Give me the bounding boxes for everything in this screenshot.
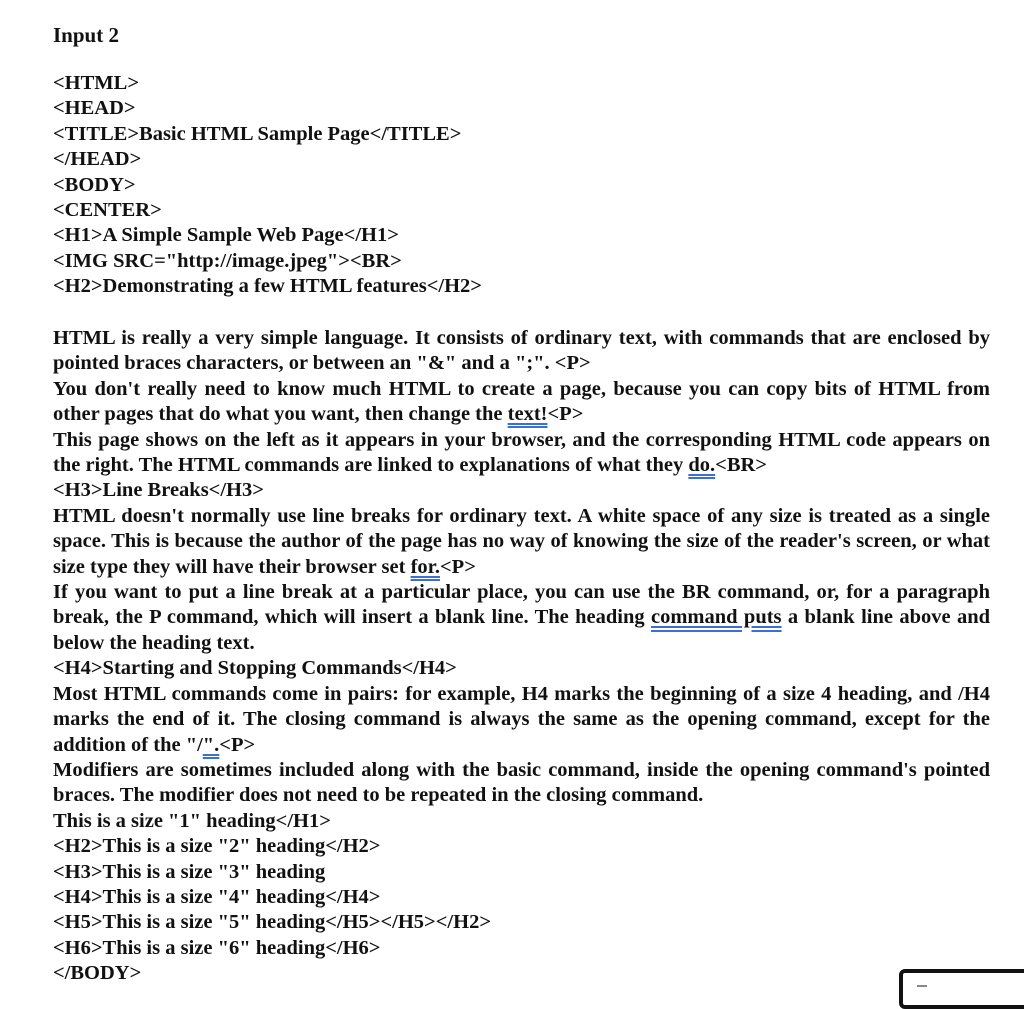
paragraph-text: <P> [219, 733, 256, 756]
spellcheck-underline: text! [507, 403, 548, 426]
paragraph-text: If you want to put a line break at a particular place, you can use the BR command, or, for a paragraph break, the P command, which will insert a blank line. The heading [53, 581, 990, 629]
trailing-line: <H2>This is a size "2" heading</H2> [53, 835, 381, 858]
trailing-line: <H4>This is a size "4" heading</H4> [53, 885, 381, 908]
code-line: <H1>A Simple Sample Web Page</H1> [53, 224, 399, 247]
thumbnail-preview-icon [917, 985, 927, 987]
trailing-line: </BODY> [53, 962, 142, 985]
trailing-line: This is a size "1" heading</H1> [53, 809, 331, 832]
heading-starting-stopping: <H4>Starting and Stopping Commands</H4> [53, 657, 457, 680]
spellcheck-underline: ". [202, 733, 220, 756]
paragraph-intro: HTML is really a very simple language. It consists of ordinary text, with commands that are enclosed by pointed braces characters, or between an "&" and a ";". <P> [53, 327, 990, 375]
spellcheck-underline: for. [410, 555, 440, 578]
paragraph-command-pairs [53, 682, 990, 758]
document-title: Input 2 [53, 23, 119, 47]
page-thumbnail[interactable] [899, 969, 1024, 1009]
paragraph-text: <BR> [715, 454, 767, 477]
code-line: <H2>Demonstrating a few HTML features</H2> [53, 275, 482, 298]
code-line: <TITLE>Basic HTML Sample Page</TITLE> [53, 122, 462, 145]
trailing-line: <H5>This is a size "5" heading</H5></H5></H2> [53, 911, 491, 934]
paragraph-modifiers: Modifiers are sometimes included along with the basic command, inside the opening command's pointed braces. The modifier does not need to be repeated in the closing command. [53, 758, 990, 807]
paragraph-text: This page shows on the left as it appears in your browser, and the corresponding HTML code appears on the right. The HTML commands are linked to explanations of what they [53, 428, 990, 477]
code-line: <HEAD> [53, 97, 136, 120]
code-line: <HTML> [53, 72, 140, 94]
paragraph-copy-html [53, 377, 990, 428]
paragraph-line-breaks [53, 504, 990, 580]
code-line: <CENTER> [53, 199, 162, 222]
html-body-text-block [53, 326, 990, 987]
paragraph-text: HTML doesn't normally use line breaks for ordinary text. A white space of any size is treated as a single space. This is because the author of the page has no way of knowing the size of the reader's screen, or what size type they will have their browser set [53, 504, 990, 578]
spellcheck-underline: command puts [651, 606, 782, 629]
code-line: <IMG SRC="http://image.jpeg"><BR> [53, 249, 402, 272]
code-line: </HEAD> [53, 148, 142, 171]
paragraph-text: You don't really need to know much HTML to create a page, because you can copy bits of HTML from other pages that do what you want, then change the [53, 377, 990, 426]
html-head-code-block [53, 71, 990, 300]
code-line: <BODY> [53, 173, 136, 196]
paragraph-text: <P> [439, 555, 476, 578]
spellcheck-underline: do. [688, 454, 716, 477]
paragraph-br-command [53, 580, 990, 656]
paragraph-text: <P> [547, 403, 584, 426]
paragraph-text: Most HTML commands come in pairs: for example, H4 marks the beginning of a size 4 heading, and /H4 marks the end of it. The closing command is always the same as the opening command, except for the addition of the "/ [53, 682, 990, 756]
trailing-line: <H3>This is a size "3" heading [53, 860, 326, 883]
trailing-line: <H6>This is a size "6" heading</H6> [53, 936, 381, 959]
paragraph-text: a blank line above and below the heading text. [53, 606, 991, 654]
paragraph-browser-view [53, 428, 990, 479]
heading-line-breaks: <H3>Line Breaks</H3> [53, 479, 264, 502]
